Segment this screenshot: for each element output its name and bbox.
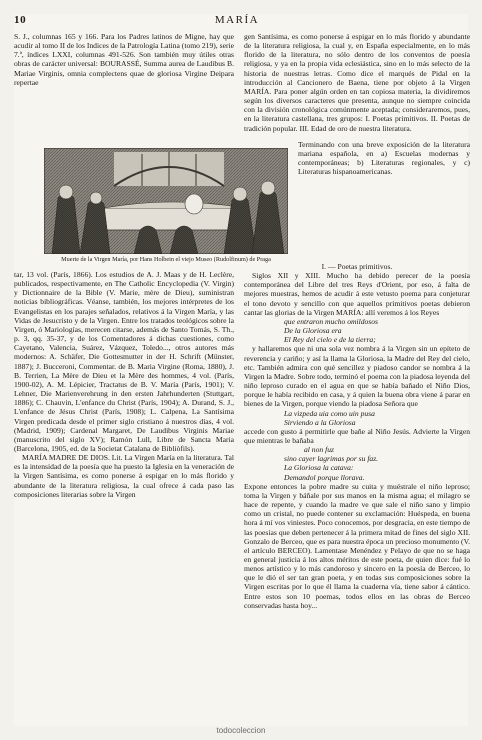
figure-caption: Muerte de la Virgen María, por Hans Holbein el viejo Museo (Rudolfinum) de Praga <box>61 256 271 263</box>
paragraph: Terminando con una breve exposición de la literatura mariana española, en a) Escuelas modernas y contemporáneas; b) Literaturas regionales, y c) Literaturas hispanoamericanas. <box>298 140 470 177</box>
paragraph: gen Santísima, es como ponerse á espigar en lo más florido y abundante de la literatura religiosa, la cual y, en España especialmente, en lo más florido de la literatura, no sólo dentro de los conventos de poesía religiosa, y ya en la propia vida eclesiástica, sino en lo más selecto de la historia de nuestras letras. Como dice el marqués de Pidal en la introducción al Cancionero de Baena, tiene por objeto á la Virgen MARÍA. Para poner algún orden en tan copiosa materia, la dividiremos según los diversos caracteres que presenta, aunque no siempre coincida con la división cronológica comúnmente aceptada; consideraremos, pues, en la literatura castellana, tres grupos: I. Poetas primitivos. II. Poetas de tradición popular. III. Edad de oro de nuestra literatura. <box>244 32 470 133</box>
right-column-top <box>244 32 470 140</box>
paragraph: MARÍA MADRE DE DIOS. Lit. La Virgen María en la literatura. Tal es la intensidad de la poesía que ha puesto la Iglesia en la veneración de la Virgen Santísima, es como ponerse á espigar en lo más florido y abundante de la literatura religiosa, la cual ofrece á cada paso las composiciones literarias sobre la Virgen <box>14 453 234 499</box>
right-column-bottom <box>244 262 470 702</box>
paragraph: accede con gusto á permitirle que bañe al Niño Jesús. Advierte la Virgen que mientras le bañaba <box>244 426 470 445</box>
left-column-bottom <box>14 270 234 700</box>
running-title: MARÍA <box>214 14 260 26</box>
left-column-top <box>14 32 234 146</box>
paragraph: y hallaremos que ni una sola vez nombra á la Virgen sin un epíteto de reverencia y cariño; y así la llama la Gloriosa, la Madre del Rey del cielo, etc. También admira con qué sencillez y piadoso candor se nombra á la Virgen la Madre. Sobre todo, terminó el poema con la piadosa leyenda del niño leproso curado en el agua en que se había bañado el Niño Dios, porque le había recibido en casa, y á quien la buena obra viene á parar en bienes de la Virgen, porque viendo la piadosa Señora que <box>244 344 470 409</box>
verse-line: De la Gloriosa era <box>284 326 342 336</box>
verse-line: Sirviendo a la Gloriosa <box>284 417 356 427</box>
right-column-middle <box>298 140 470 260</box>
section-heading: I. — Poetas primitivos. <box>321 262 393 271</box>
verse-line: La Gloriosa la catava: <box>284 463 354 473</box>
page-number: 10 <box>14 14 27 26</box>
verse-line: El Rey del cielo e de la tierra; <box>284 335 376 345</box>
paragraph: Siglos XII y XIII. Mucho ha debido perecer de la poesía contemporánea del Libre del tres Reys d'Orient, por eso, á falta de mejores muestras, hemos de acudir á este vetusto poema para conjeturar el tono devoto y sencillo con que aquellos primitivos poetas debieron cantar las glorias de la Virgen MARÍA: allí veremos á los Reyes <box>244 271 470 317</box>
paragraph: Expone entonces la pobre madre su cuita y muéstrale el niño leproso; toma la Virgen y báñale por sus manos en la misma agua; el milagro se hace de repente, y cuando la madre ve que sale el niño sano y limpio como un cristal, no puede contener su exclamación: Huéspeda, en buena hora á mí vos viniestes. Poco conocemos, por desgracia, en este tiempo de las poesías que deben pertenecer á la primera mitad de fines del siglo XII. Gonzalo de Berceo, que es para nuestra época un precioso monumento (V. el artículo BERCEO). Lamentase Menéndez y Pelayo de que no se haga en general justicia á los altos méritos de este poeta, de quien dice: fué lo menos artístico y lo más candoroso y sincero en la poesía de Berceo, lo que le dió el ser tan gran poeta, y en todas sus composiciones sobre la Virgen escritas por lo que él llama la cuaderna vía, tiene sabor á cántico. Entre estos son 10 poemas, todos ellos en las obras de Berceo conservadas hasta hoy... <box>244 481 470 610</box>
verse-line: Demandol porque llorava. <box>284 472 365 482</box>
engraving-image <box>44 148 288 254</box>
verse-line: que entraron mucho omildosos <box>284 316 379 326</box>
verse-line: La vizpeda uia como uin pusa <box>284 408 375 418</box>
paragraph: S. J., columnas 165 y 166. Para los Padres latinos de Migne, hay que acudir al tomo II de los Indices de la Patrología Latina (tomo 219), serie 7.ª, índices LXXI, columnas 491-526. Son también muy útiles otras obras de carácter universal: BOURASSÉ, Summa aurea de Laudibus B. Mariae Virginis, omnia complectens quae de gloriosa Virgine Deipara repertae <box>14 32 234 87</box>
verse-line: al non fuz <box>304 445 334 455</box>
paragraph: tar, 13 vol. (París, 1866). Los estudios de A. J. Maas y de H. Leclère, publicados, respectivamente, en The Catholic Encyclopedia (V. Virgin) y Dictionnaire de la Bible (V. Marie, mère de Dieu), suministran noticias bibliográficas. Véanse, también, los mejores intérpretes de los Evangelistas en los parajes señalados, relativos á la Virgen María, y las Vidas de Jesucristo y de la Virgen. Entre los tratados teológicos sobre la Virgen, ó Mariologías, merecen citarse, además de Santo Tomás, S. Th., p. 3, qq. 35-37, y de los Comentadores á dichas cuestiones, como Cayetano, Valencia, Suárez, Vázquez, Toledo..., otros autores más modernos: A. Schäfer, Die Gottesmutter in der H. Schrift (Münster, 1887); J. Bucceroni, Commentar. de B. Maria Virgine (Roma, 1880), J. B. Terrien, La Mère de Dieu et la Mère des hommes, 4 vol. (París, 1900-02), A. M. Lépicier, Tractatus de B. V. María (París, 1901); V. Lehner, Die Marienverehrung in den ersten Jahrhunderten (Stuttgart, 1886); C. Chauvin, L'enfance du Christ (París, 1904); A. Durand, S. J., L'enfance de Jésus Christ (París, 1908); L. Calpena, La Santísima Virgen predicada desde el primer siglo cristiano á nuestros días, 4 vol. (Madrid, 1909); Cardenal Margaret, De Laudibus Virginis Mariae (manuscrito del siglo XV); Ramón Lull, Libre de Sancta Maria (Barcelona, 1905, ed. de la Societat Catalana de Bibliòfils). <box>14 270 234 453</box>
page-header <box>14 14 460 30</box>
death-of-virgin-illustration <box>44 148 288 254</box>
watermark-footer: todocoleccion <box>216 726 266 735</box>
verse-line: sino cayer lagrimas por su faz. <box>284 454 379 464</box>
